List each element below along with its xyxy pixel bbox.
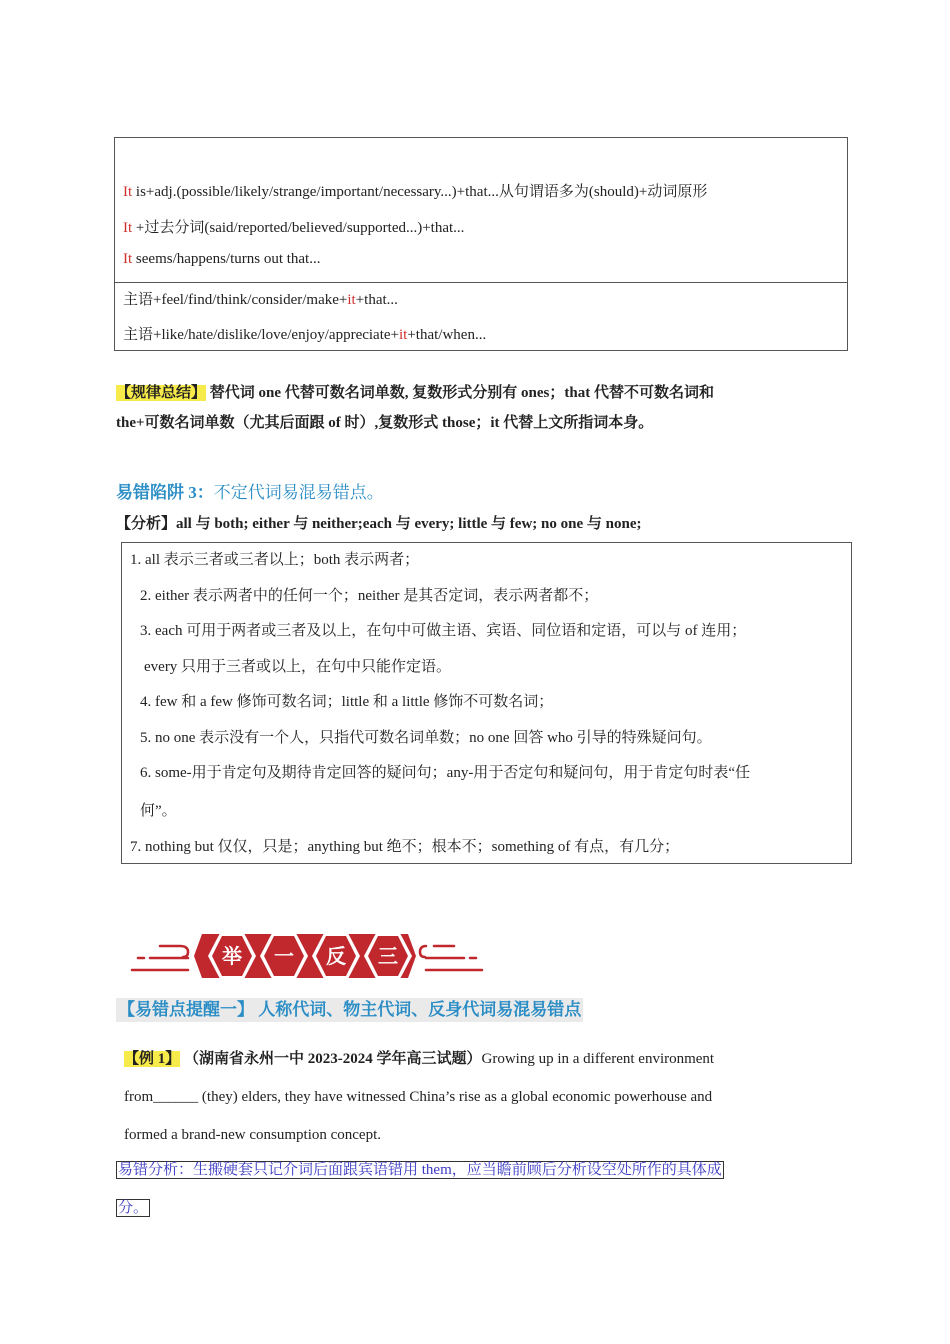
table-divider [115,282,847,283]
right-swirl-decoration [420,946,482,970]
pattern-row-4: 主语+feel/find/think/consider/make+it+that... [123,292,398,308]
list-item: 5. no one 表示没有一个人，只指代可数名词单数；no one 回答 who 引导的特殊疑问句。 [140,730,712,746]
example-source: （湖南省永州一中 2023-2024 学年高三试题） [184,1051,482,1067]
list-item: every 只用于三者或以上，在句中只能作定语。 [144,659,452,675]
pattern-row-3: It seems/happens/turns out that... [123,251,321,267]
trap-heading: 易错陷阱 3：不定代词易混易错点。 [116,483,384,502]
example-tag: 【例 1】 [124,1051,181,1067]
mistake-analysis: 易错分析：生搬硬套只记介词后面跟宾语错用 them，应当瞻前顾后分析设空处所作的具体成 分。 [118,1162,722,1216]
list-item: 3. each 可用于两者或三者及以上，在句中可做主语、宾语、同位语和定语，可以与 of 连用； [140,623,747,639]
rule-tag: 【规律总结】 [116,385,207,401]
left-swirl-decoration [132,946,188,970]
list-item: 4. few 和 a few 修饰可数名词；little 和 a little 修饰不可数名词； [140,694,554,710]
banner-char-4: 三 [378,944,398,968]
list-item: 1. all 表示三者或三者以上；both 表示两者； [130,552,420,568]
list-item: 2. either 表示两者中的任何一个；neither 是其否定词，表示两者都不； [140,588,599,604]
list-item: 7. nothing but 仅仅，只是；anything but 绝不；根本不；something of 有点，有几分； [130,839,680,855]
example-block: 【例 1】 （湖南省永州一中 2023-2024 学年高三试题）Growing up in a different environment from______ (they) elders, they have witnessed China’s rise as a global economic powerhouse and formed a brand-new consumption concept. [124,1051,715,1143]
pattern-row-1: It is+adj.(possible/likely/strange/important/necessary...)+that...从句谓语多为(should)+动词原形 [123,184,708,200]
pattern-row-5: 主语+like/hate/dislike/love/enjoy/appreciate+it+that/when... [123,327,487,343]
mistake-reminder-heading: 【易错点提醒一】 人称代词、物主代词、反身代词易混易错点 [116,998,583,1022]
list-item: 6. some-用于肯定句及期待肯定回答的疑问句；any-用于否定句和疑问句，用于肯定句时表“任 [140,765,750,781]
pattern-table [114,137,848,351]
pattern-row-2: It +过去分词(said/reported/believed/supported...)+that... [123,220,465,236]
pronoun-list-box [121,542,852,864]
banner-char-1: 举 [222,944,242,968]
banner-graphic [130,928,485,984]
analysis-line: 【分析】all 与 both; either 与 neither;each 与 every; little 与 few; no one 与 none; [116,516,642,532]
rule-summary: 【规律总结】 替代词 one 代替可数名词单数, 复数形式分别有 ones；that 代替不可数名词和 the+可数名词单数（尤其后面跟 of 时）,复数形式 those；it 代替上文所指词本身。 [116,385,714,431]
list-item: 何”。 [140,803,177,819]
section-banner [130,928,485,984]
banner-char-3: 反 [326,944,346,968]
banner-char-2: 一 [274,944,294,968]
